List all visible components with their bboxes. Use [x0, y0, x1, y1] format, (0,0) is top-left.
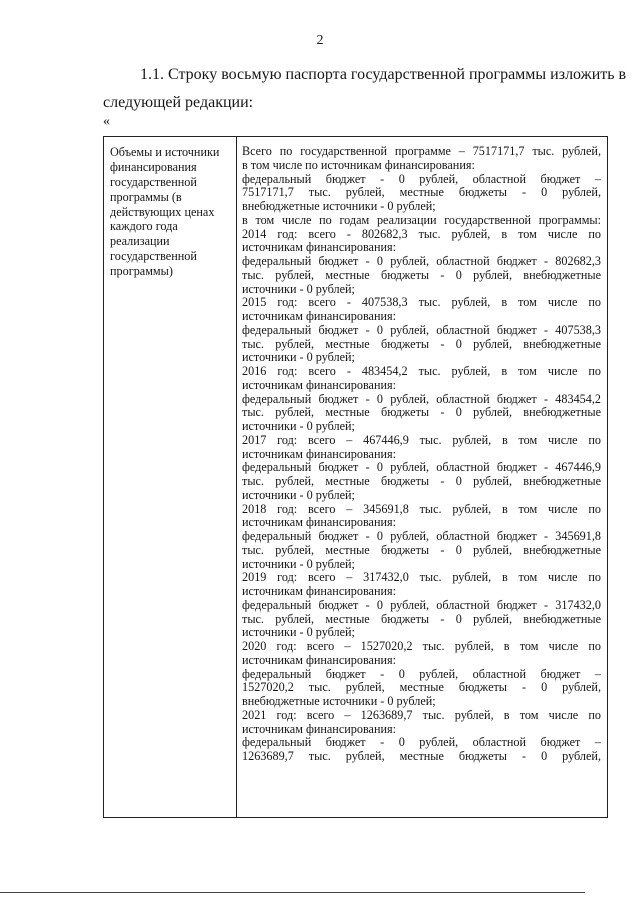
row-label-line: каждого года — [110, 219, 178, 234]
financing-text-line: 1527020,2 тыс. рублей, местные бюджеты - 0 рублей, — [242, 680, 601, 695]
financing-text-line: 2019 год: всего – 317432,0 тыс. рублей, в том числе по — [242, 570, 601, 585]
page-number: 2 — [316, 33, 324, 48]
financing-text-line: федеральный бюджет - 0 рублей, областной бюджет - 345691,8 — [242, 529, 601, 543]
financing-text-line: 2015 год: всего - 407538,3 тыс. рублей, в том числе по — [242, 295, 601, 310]
financing-text-line: тыс. рублей, местные бюджеты - 0 рублей, внебюджетные — [242, 405, 601, 420]
financing-text-line: федеральный бюджет - 0 рублей, областной бюджет - 483454,2 — [242, 391, 601, 406]
opening-quote: « — [103, 114, 110, 129]
footer-rule — [0, 892, 585, 893]
financing-text-line: федеральный бюджет - 0 рублей, областной бюджет – — [242, 735, 601, 750]
financing-text-line: источники - 0 рублей; — [242, 350, 355, 365]
financing-text-line: 2016 год: всего - 483454,2 тыс. рублей, в том числе по — [242, 364, 601, 378]
financing-text-line: источникам финансирования: — [242, 515, 396, 530]
column-divider — [236, 137, 237, 817]
row-value-cell — [242, 145, 601, 764]
row-label-line: Объемы и источники — [110, 145, 220, 159]
row-label-line: действующих ценах — [110, 204, 215, 219]
financing-text-line: в том числе по источникам финансирования: — [242, 157, 475, 172]
financing-text-line: источники - 0 рублей; — [242, 625, 355, 640]
financing-text-line: в том числе по годам реализации государственной программы: — [242, 212, 601, 227]
financing-text-line: источники - 0 рублей; — [242, 419, 355, 433]
row-label-line: программы) — [110, 264, 173, 279]
financing-text-line: источникам финансирования: — [242, 721, 396, 736]
financing-text-line: федеральный бюджет - 0 рублей, областной бюджет - 407538,3 — [242, 322, 601, 337]
financing-text-line: источники - 0 рублей; — [242, 281, 355, 296]
financing-text-line: федеральный бюджет - 0 рублей, областной бюджет – — [242, 666, 601, 681]
financing-text-line: источникам финансирования: — [242, 584, 396, 598]
financing-text-line: источникам финансирования: — [242, 309, 396, 323]
financing-text-line: источникам финансирования: — [242, 240, 396, 255]
financing-text-line: источникам финансирования: — [242, 652, 396, 667]
row-label-line: финансирования — [110, 159, 197, 174]
financing-text-line: 2014 год: всего - 802682,3 тыс. рублей, в том числе по — [242, 226, 601, 241]
financing-text-line: 2018 год: всего – 345691,8 тыс. рублей, в том числе по — [242, 501, 601, 516]
row-label-line: программы (в — [110, 189, 182, 204]
financing-text-line: федеральный бюджет - 0 рублей, областной бюджет – — [242, 171, 601, 186]
financing-text-line: источники - 0 рублей; — [242, 556, 355, 571]
financing-text-line: федеральный бюджет - 0 рублей, областной бюджет - 467446,9 — [242, 460, 601, 475]
financing-text-line: внебюджетные источники - 0 рублей; — [242, 694, 436, 708]
financing-text-line: тыс. рублей, местные бюджеты - 0 рублей, внебюджетные — [242, 267, 601, 282]
financing-text-line: 1263689,7 тыс. рублей, местные бюджеты - 0 рублей, — [242, 749, 601, 763]
financing-text-line: источникам финансирования: — [242, 446, 396, 461]
passport-table — [103, 136, 608, 818]
intro-line-2: следующей редакции: — [103, 94, 254, 111]
intro-line-1: 1.1. Строку восьмую паспорта государственной программы изложить в — [140, 66, 627, 83]
financing-text-line: источникам финансирования: — [242, 377, 396, 392]
financing-text-line: 2021 год: всего – 1263689,7 тыс. рублей, в том числе по — [242, 707, 601, 722]
financing-text-line: тыс. рублей, местные бюджеты - 0 рублей, внебюджетные — [242, 336, 601, 351]
financing-text-line: Всего по государственной программе – 7517171,7 тыс. рублей, — [242, 144, 601, 158]
financing-text-line: федеральный бюджет - 0 рублей, областной бюджет - 802682,3 — [242, 254, 601, 268]
financing-text-line: тыс. рублей, местные бюджеты - 0 рублей, внебюджетные — [242, 474, 601, 488]
financing-text-line: 2017 год: всего – 467446,9 тыс. рублей, в том числе по — [242, 432, 601, 447]
financing-text-line: 2020 год: всего – 1527020,2 тыс. рублей, в том числе по — [242, 639, 601, 653]
financing-text-line: тыс. рублей, местные бюджеты - 0 рублей, внебюджетные — [242, 611, 601, 626]
financing-text-line: тыс. рублей, местные бюджеты - 0 рублей, внебюджетные — [242, 542, 601, 557]
row-label-cell — [110, 145, 230, 279]
financing-text-line: федеральный бюджет - 0 рублей, областной бюджет - 317432,0 — [242, 597, 601, 612]
row-label-line: государственной — [110, 249, 197, 264]
row-label-line: государственной — [110, 174, 197, 189]
row-label-line: реализации — [110, 234, 170, 249]
financing-text-line: 7517171,7 тыс. рублей, местные бюджеты - 0 рублей, — [242, 185, 601, 200]
financing-text-line: внебюджетные источники - 0 рублей; — [242, 199, 436, 213]
financing-text-line: источники - 0 рублей; — [242, 487, 355, 502]
